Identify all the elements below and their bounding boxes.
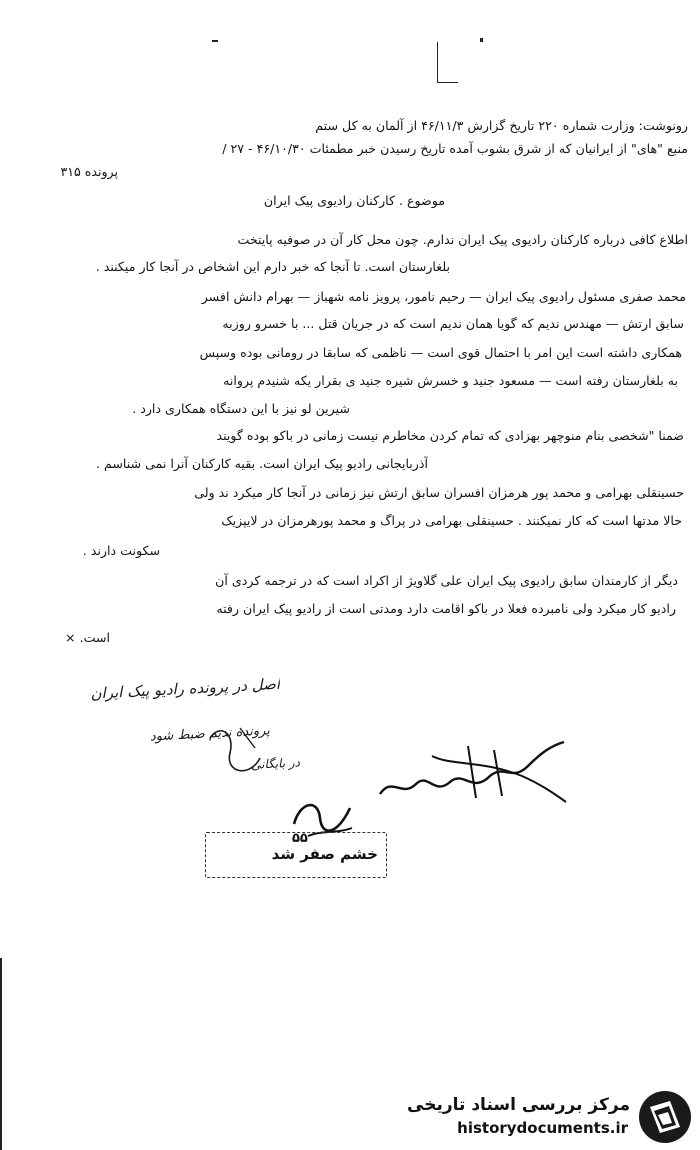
reference-line: رونوشت: وزارت شماره ۲۲۰ تاریخ گزارش ۴۶/۱۱/۳ از آلمان به کل ستم [315,118,688,133]
filing-box [437,42,458,83]
handwritten-note: در بایگانی [250,755,301,772]
stamp-text: خشم صفر شد [271,845,378,863]
body-line: سکونت دارند . [82,543,160,558]
corner-mark [212,40,218,42]
archive-stamp [205,832,387,878]
stamp-number: ۵۵ [292,831,308,846]
watermark-url: historydocuments.ir [457,1119,628,1137]
scan-edge-line [0,958,2,1150]
body-line: اطلاع کافی درباره کارکنان رادیوی پیک ایران ندارم. چون محل کار آن در صوفیه پایتخت [237,232,688,247]
body-line: حسینقلی بهرامی و محمد پور هرمزان افسران سابق ارتش نیز زمانی در آنجا کار میکرد ند ولی [194,485,684,500]
watermark [407,1083,700,1150]
body-line: همکاری داشته است این امر با احتمال قوی است — ناظمی که سابقا در رومانی بوده وسپس [199,345,682,360]
body-line: حالا مدتها است که کار نمیکنند . حسینقلی بهرامی در پراگ و محمد پورهرمزان در لایپزیک [221,513,682,528]
signature-scribble [200,718,280,788]
archive-logo-icon [636,1089,694,1145]
body-line: ضمنا "شخصی بنام منوچهر بهزادی که تمام کردن مخاطرم نیست زمانی در باکو بوده گویند [216,428,684,443]
body-line: محمد صفری مسئول رادیوی پیک ایران — رحیم نامور، پرویز نامه شهباز — بهرام دانش افسر [201,289,686,304]
signature-scribble [372,736,572,816]
source-line: منبع "های" از ایرانیان که از شرق بشوب آمده تاریخ رسیدن خبر مطمئات ۴۶/۱۰/۳۰ - ۲۷ / [222,141,688,156]
subject-line: موضوع . کارکنان رادیوی پیک ایران [263,193,445,208]
body-line: دیگر از کارمندان سابق رادیوی پیک ایران علی گلاویژ از اکراد است که در ترجمه کردی آن [215,573,678,588]
body-line: به بلغارستان رفته است — مسعود جنید و خسرش شیره جنید ی بقرار یکه شنیدم پروانه [223,373,678,388]
body-line: سابق ارتش — مهندس ندیم که گویا همان ندیم است که در جریان قتل ... با خسرو روزبه [222,316,684,331]
body-line: است. × [65,630,110,645]
file-number: پرونده ۳۱۵ [60,164,118,179]
body-line: آذربایجانی رادیو پیک ایران است. بقیه کارکنان آنرا نمی شناسم . [95,456,428,471]
body-line: رادیو کار میکرد ولی نامبرده فعلا در باکو اقامت دارد ومدتی است از رادیو پیک ایران رفته [216,601,676,616]
body-line: بلغارستان است. تا آنجا که خبر دارم این اشخاص در آنجا کار میکنند . [95,259,450,274]
body-line: شیرین لو نیز با این دستگاه همکاری دارد . [132,401,350,416]
watermark-name: مرکز بررسی اسناد تاریخی [407,1095,630,1115]
handwritten-note: اصل در پرونده رادیو پیک ایران [90,674,281,703]
handwritten-note: پرونده ندیم ضبط شود [149,723,271,745]
corner-mark [480,38,483,42]
